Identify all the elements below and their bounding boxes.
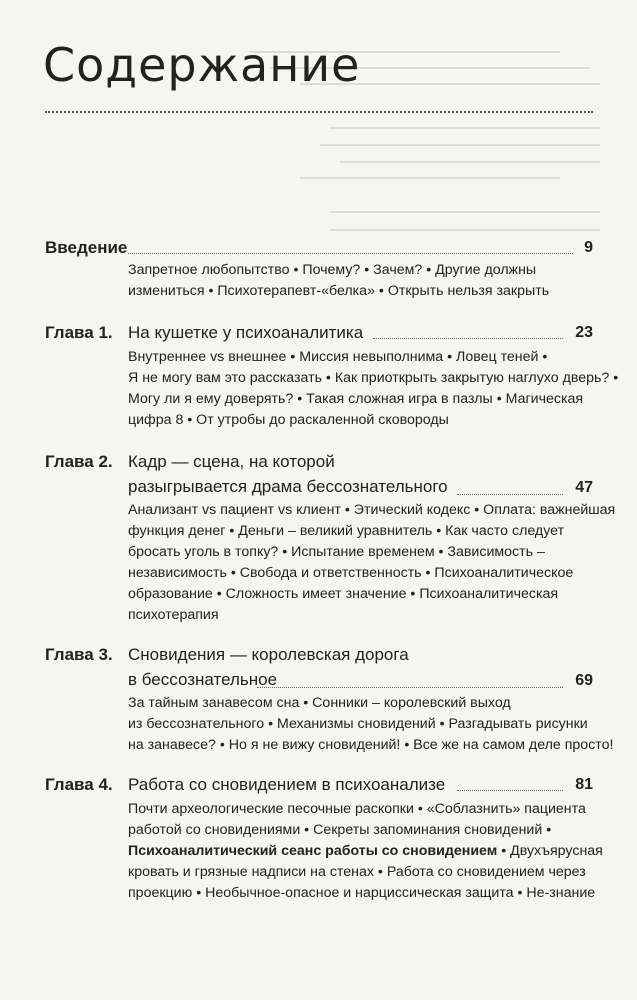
subsection-list xyxy=(128,693,614,756)
subsection-line: проекцию • Необычное-опасное и нарциссическая защита • Не-знание xyxy=(128,885,596,901)
toc-entry-chapter-4[interactable] xyxy=(45,775,603,901)
toc-entry-header xyxy=(45,238,593,260)
page-number: 47 xyxy=(575,479,593,496)
toc-entry-chapter-3[interactable] xyxy=(45,645,614,753)
subsection-line: Могу ли я ему доверять? • Такая сложная игра в пазлы • Магическая xyxy=(128,391,584,407)
subsection-list xyxy=(128,500,616,626)
subsection-line: Запретное любопытство • Почему? • Зачем? • Другие должны xyxy=(128,262,537,278)
bold-subsection: Психоаналитический сеанс работы со сновидением xyxy=(128,843,498,859)
subsection-line: бросать уголь в топку? • Испытание временем • Зависимость – xyxy=(128,544,545,560)
leader-dots xyxy=(373,338,563,339)
toc-entry-header xyxy=(45,323,593,345)
subsection-list xyxy=(128,260,593,302)
chapter-title-cont: разыгрывается драма бессознательного xyxy=(128,477,448,496)
chapter-title: Кадр — сцена, на которой xyxy=(128,452,335,471)
subsection-list xyxy=(128,799,603,904)
toc-entry-introduction[interactable] xyxy=(45,238,593,299)
page-number: 23 xyxy=(575,324,593,341)
subsection-line: образование • Сложность имеет значение • Психоаналитическая xyxy=(128,586,559,602)
subsection-line: Внутреннее vs внешнее • Миссия невыполнима • Ловец теней • xyxy=(128,349,548,365)
subsection-line: из бессознательного • Механизмы сновидений • Разгадывать рисунки xyxy=(128,716,588,732)
chapter-title-cont: в бессознательное xyxy=(128,670,278,689)
subsection-line: Анализант vs пациент vs клиент • Этический кодекс • Оплата: важнейшая xyxy=(128,502,616,518)
title-dotted-rule xyxy=(45,111,593,113)
subsection-list xyxy=(128,347,619,431)
subsection-line-mixed: Психоаналитический сеанс работы со сновидением • Двухъярусная xyxy=(128,843,603,859)
leader-dots xyxy=(457,494,563,495)
page-number: 81 xyxy=(575,776,593,793)
leader-dots xyxy=(128,253,573,254)
subsection-line: работой со сновидениями • Секреты запоминания сновидений • xyxy=(128,822,552,838)
chapter-label: Глава 4. xyxy=(45,775,113,794)
subsection-line: кровать и грязные надписи на стенах • Работа со сновидением через xyxy=(128,864,586,880)
subsection-line: независимость • Свобода и ответственность • Психоаналитическое xyxy=(128,565,574,581)
subsection-line: функция денег • Деньги – великий уравнитель • Как часто следует xyxy=(128,523,565,539)
subsection-line: Почти археологические песочные раскопки • «Соблазнить» пациента xyxy=(128,801,586,817)
leader-dots xyxy=(457,790,563,791)
leader-dots xyxy=(257,687,563,688)
chapter-title: Сновидения — королевская дорога xyxy=(128,645,409,664)
toc-entry-chapter-2[interactable] xyxy=(45,452,616,623)
toc-entry-header xyxy=(45,645,593,689)
page-title: Содержание xyxy=(43,38,361,92)
subsection-line: психотерапия xyxy=(128,607,219,623)
page-number: 9 xyxy=(584,239,593,256)
page-number: 69 xyxy=(575,672,593,689)
chapter-title: На кушетке у психоаналитика xyxy=(128,323,364,342)
subsection-line: цифра 8 • От утробы до раскаленной сковороды xyxy=(128,412,449,428)
chapter-label: Глава 2. xyxy=(45,452,113,471)
chapter-title: Работа со сновидением в психоанализе xyxy=(128,775,446,794)
subsection-line: на занавесе? • Но я не вижу сновидений! • Все же на самом деле просто! xyxy=(128,737,614,753)
subsection-line: Я не могу вам это рассказать • Как приоткрыть закрытую наглухо дверь? • xyxy=(128,370,619,386)
subsection-line: измениться • Психотерапевт-«белка» • Открыть нельзя закрыть xyxy=(128,283,550,299)
subsection-line: За тайным занавесом сна • Сонники – королевский выход xyxy=(128,695,511,711)
chapter-label: Глава 3. xyxy=(45,645,113,664)
toc-entry-chapter-1[interactable] xyxy=(45,323,619,428)
chapter-label: Глава 1. xyxy=(45,323,113,342)
subsection-text: Двухъярусная xyxy=(510,843,603,859)
toc-entry-header xyxy=(45,775,593,797)
toc-entry-header xyxy=(45,452,593,496)
entry-label: Введение xyxy=(45,238,128,257)
